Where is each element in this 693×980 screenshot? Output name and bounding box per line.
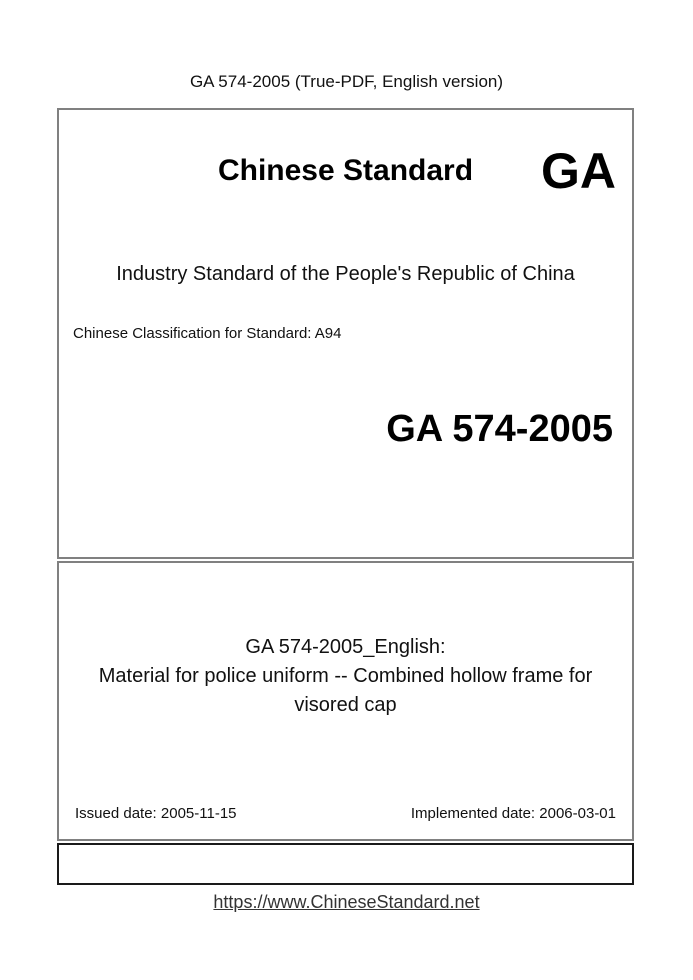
standard-title-block	[59, 633, 632, 720]
standard-title-line1: GA 574-2005_English:	[245, 636, 446, 658]
document-footer	[0, 891, 693, 913]
cover-subtitle: Industry Standard of the People's Republic of China	[116, 263, 575, 285]
standard-title-line2: Material for police uniform -- Combined hollow frame for visored cap	[98, 665, 593, 716]
document-header-line: GA 574-2005 (True-PDF, English version)	[189, 72, 504, 91]
footer-link[interactable]: https://www.ChineseStandard.net	[213, 892, 480, 912]
cover-box	[57, 108, 634, 559]
cover-title-row	[59, 138, 632, 204]
dates-row	[75, 805, 616, 823]
standard-number: GA 574-2005	[386, 408, 613, 450]
info-box	[57, 561, 634, 841]
issued-date: Issued date: 2005-11-15	[75, 805, 237, 822]
cover-title: Chinese Standard	[217, 154, 474, 187]
ga-logo: GA	[541, 143, 616, 199]
empty-box	[57, 843, 634, 885]
implemented-date: Implemented date: 2006-03-01	[410, 805, 616, 822]
classification-line: Chinese Classification for Standard: A94	[73, 325, 342, 342]
